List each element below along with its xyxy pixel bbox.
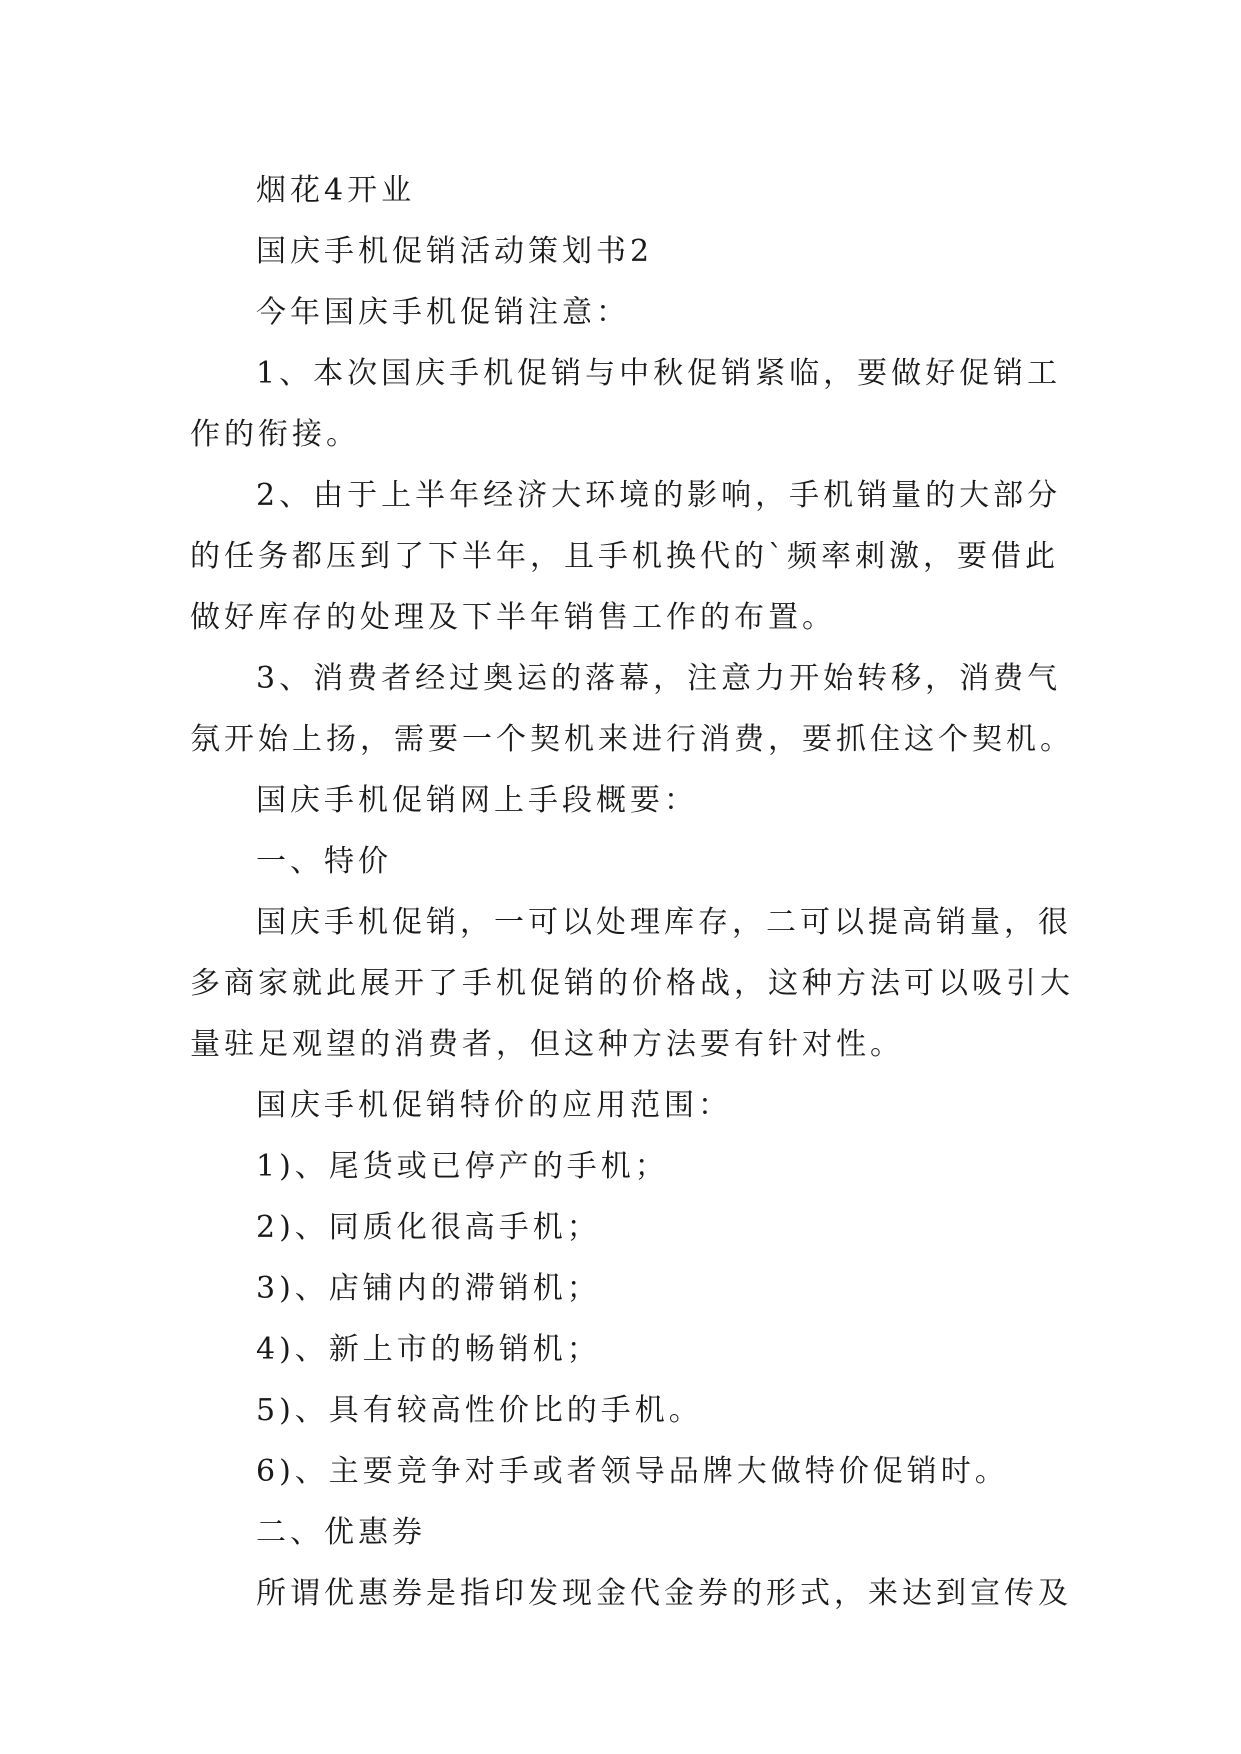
text-line: 4)、新上市的畅销机； (256, 1332, 601, 1367)
text-line: 作的衔接。 (190, 417, 360, 452)
text-line: 一、特价 (256, 844, 392, 879)
text-line: 国庆手机促销活动策划书2 (256, 234, 654, 269)
text-line: 烟花4开业 (256, 173, 416, 208)
document-body (190, 160, 1074, 1624)
text-line: 1、本次国庆手机促销与中秋促销紧临，要做好促销工 (256, 356, 1062, 391)
text-line: 3、消费者经过奥运的落幕，注意力开始转移，消费气 (256, 661, 1062, 696)
text-line: 多商家就此展开了手机促销的价格战，这种方法可以吸引大 (190, 966, 1074, 1001)
text-line: 5)、具有较高性价比的手机。 (256, 1393, 703, 1428)
text-line: 2、由于上半年经济大环境的影响，手机销量的大部分 (256, 478, 1062, 513)
text-line: 量驻足观望的消费者，但这种方法要有针对性。 (190, 1027, 904, 1062)
text-line: 所谓优惠券是指印发现金代金券的形式，来达到宣传及 (256, 1576, 1072, 1611)
text-line: 的任务都压到了下半年，且手机换代的`频率刺激，要借此 (190, 539, 1059, 574)
text-line: 二、优惠券 (256, 1515, 426, 1550)
text-line: 国庆手机促销网上手段概要： (256, 783, 698, 818)
text-line: 2)、同质化很高手机； (256, 1210, 601, 1245)
text-line: 1)、尾货或已停产的手机； (256, 1149, 669, 1184)
text-line: 6)、主要竞争对手或者领导品牌大做特价促销时。 (256, 1454, 1009, 1489)
text-line: 今年国庆手机促销注意： (256, 295, 630, 330)
text-line: 3)、店铺内的滞销机； (256, 1271, 601, 1306)
text-line: 氛开始上扬，需要一个契机来进行消费，要抓住这个契机。 (190, 722, 1074, 757)
text-line: 做好库存的处理及下半年销售工作的布置。 (190, 600, 836, 635)
text-line: 国庆手机促销，一可以处理库存，二可以提高销量，很 (256, 905, 1072, 940)
text-line: 国庆手机促销特价的应用范围： (256, 1088, 732, 1123)
